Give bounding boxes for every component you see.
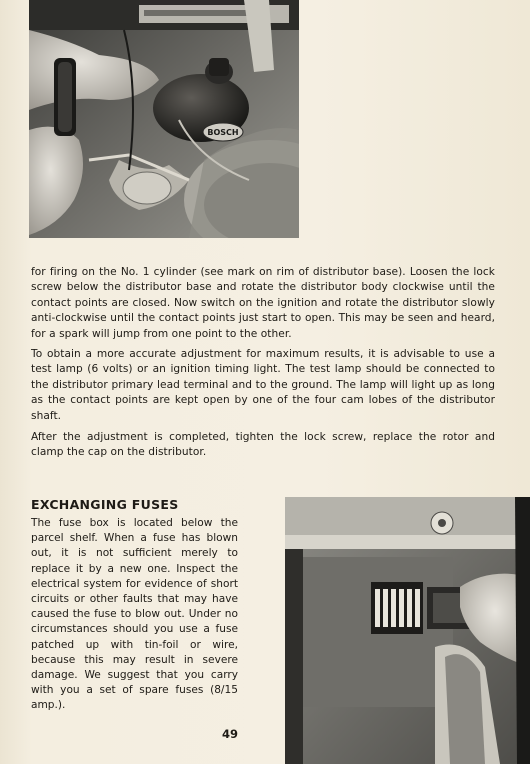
paragraph-after-adjustment: After the adjustment is completed, tighten the lock screw, replace the rotor and clamp the cap on the distributor. <box>31 431 495 459</box>
paragraph-test-lamp: To obtain a more accurate adjustment for maximum results, it is advisable to use a test lamp (6 volts) or an ignition timing light. The test lamp should be connected to the distributor primary lead terminal and to the ground. The lamp will light up as long as the contact points are kept open by one of the four cam lobes of the distributor shaft. <box>31 348 495 422</box>
fuse-box-illustration <box>285 497 530 764</box>
fuse-box-photo <box>285 497 530 764</box>
fuses-paragraph: The fuse box is located below the parcel shelf. When a fuse has blown out, it is not sufficient merely to replace it by a new one. Inspect the electrical system for evidence of short circuits or other faults that may have caused the fuse to blow out. Under no circumstances should you use a fuse patched up with tin-foil or wire, because this may result in severe damage. We suggest that you carry with you a set of spare fuses (8/15 amp.). <box>31 517 238 712</box>
section-heading: EXCHANGING FUSES <box>31 497 179 512</box>
page-number: 49 <box>222 727 239 741</box>
paragraph-timing-check: for firing on the No. 1 cylinder (see mark on rim of distributor base). Loosen the lock screw below the distributor base and rotate the distributor body clockwise until the contact points are closed. Now switch on the ignition and rotate the distributor slowly anti-clockwise until the contact points just start to open. This may be seen and heard, for a spark will jump from one point to the other. <box>31 266 495 340</box>
distributor-photo-illustration <box>29 0 299 238</box>
bosch-label: BOSCH <box>207 128 239 137</box>
distributor-adjustment-photo <box>29 0 299 238</box>
